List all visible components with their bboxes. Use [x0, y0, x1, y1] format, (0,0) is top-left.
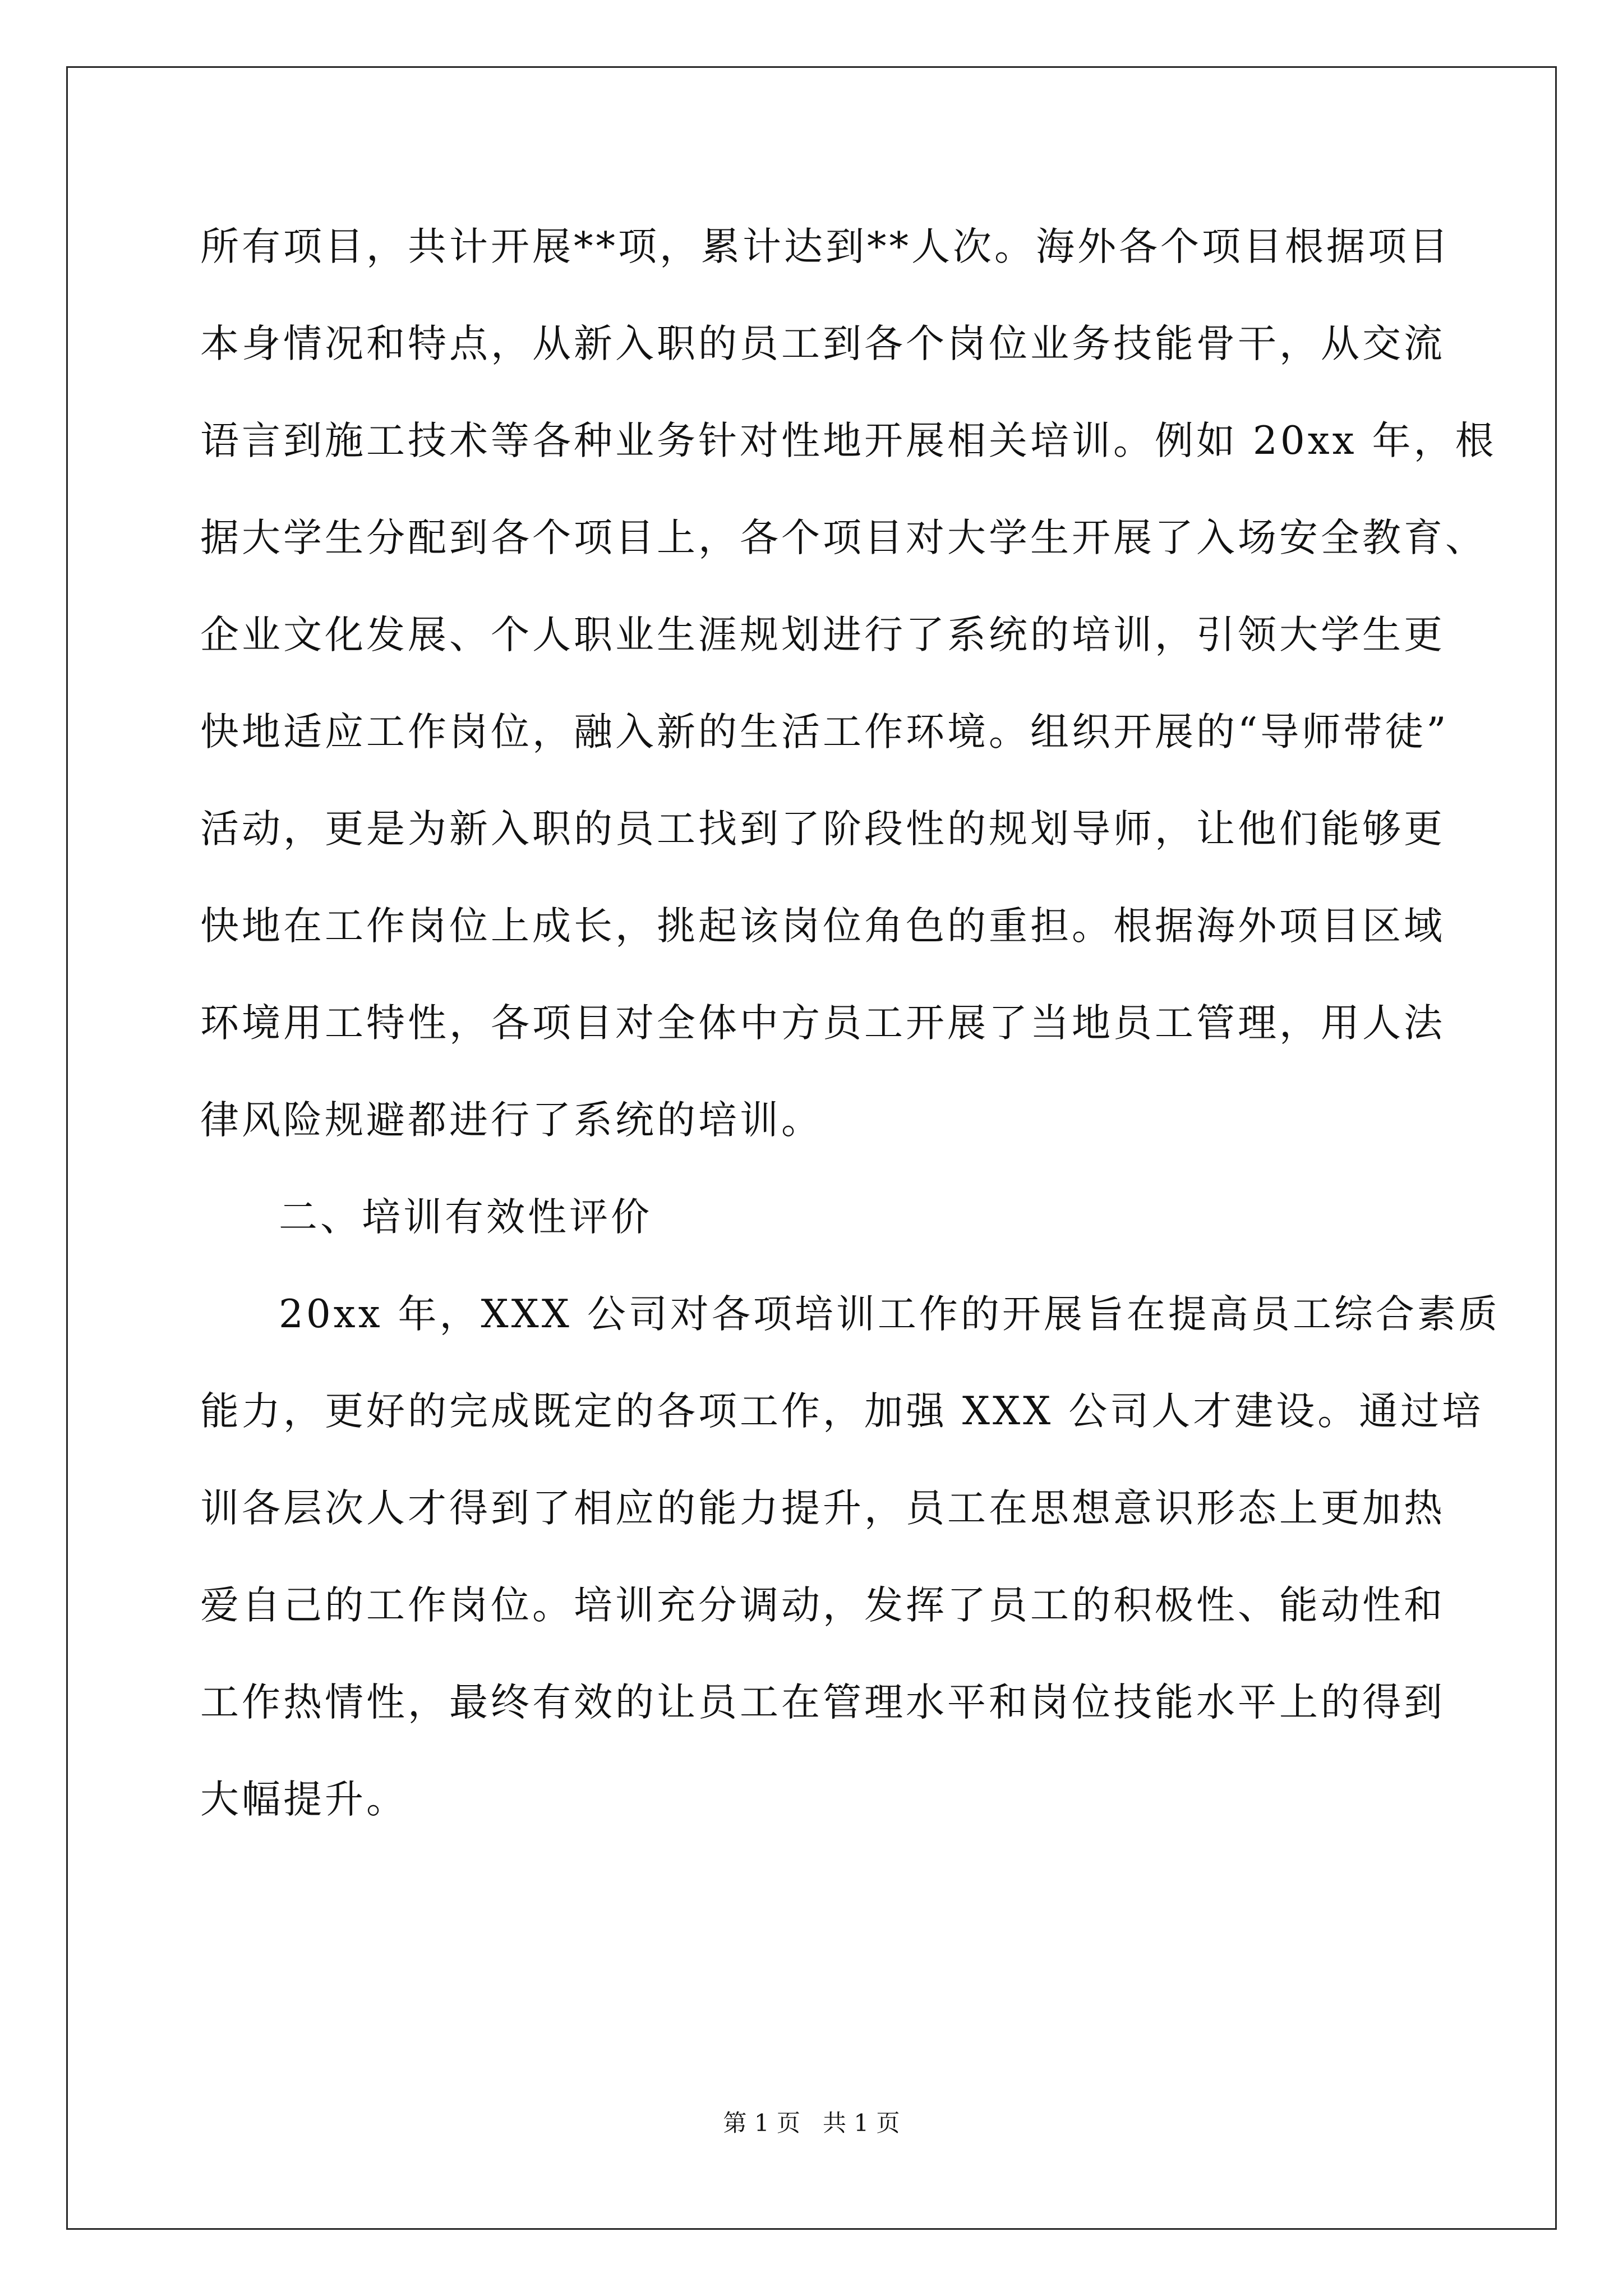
body-line: 工作热情性，最终有效的让员工在管理水平和岗位技能水平上的得到 — [200, 1680, 1445, 1725]
body-line: 律风险规避都进行了系统的培训。 — [200, 1098, 823, 1143]
body-line: 能力，更好的完成既定的各项工作，加强 XXX 公司人才建设。通过培 — [200, 1389, 1484, 1434]
body-line: 企业文化发展、个人职业生涯规划进行了系统的培训，引领大学生更 — [200, 613, 1445, 657]
body-line: 活动，更是为新入职的员工找到了阶段性的规划导师，让他们能够更 — [200, 807, 1445, 852]
body-line: 训各层次人才得到了相应的能力提升，员工在思想意识形态上更加热 — [200, 1486, 1445, 1531]
body-line: 20xx 年，XXX 公司对各项培训工作的开展旨在提高员工综合素质 — [279, 1292, 1500, 1337]
section-heading: 二、培训有效性评价 — [279, 1195, 652, 1240]
body-line: 本身情况和特点，从新入职的员工到各个岗位业务技能骨干，从交流 — [200, 321, 1445, 366]
body-line: 语言到施工技术等各种业务针对性地开展相关培训。例如 20xx 年，根 — [200, 418, 1497, 463]
page-footer: 第 1 页 共 1 页 — [723, 2109, 900, 2137]
body-line: 所有项目，共计开展**项，累计达到**人次。海外各个项目根据项目 — [200, 224, 1451, 269]
body-line: 快地在工作岗位上成长，挑起该岗位角色的重担。根据海外项目区域 — [200, 904, 1445, 949]
body-line: 爱自己的工作岗位。培训充分调动，发挥了员工的积极性、能动性和 — [200, 1583, 1445, 1628]
body-line: 快地适应工作岗位，融入新的生活工作环境。组织开展的“导师带徒” — [200, 710, 1449, 754]
body-line: 据大学生分配到各个项目上，各个项目对大学生开展了入场安全教育、 — [200, 516, 1487, 560]
body-line: 大幅提升。 — [200, 1777, 408, 1822]
body-line: 环境用工特性，各项目对全体中方员工开展了当地员工管理，用人法 — [200, 1001, 1445, 1046]
